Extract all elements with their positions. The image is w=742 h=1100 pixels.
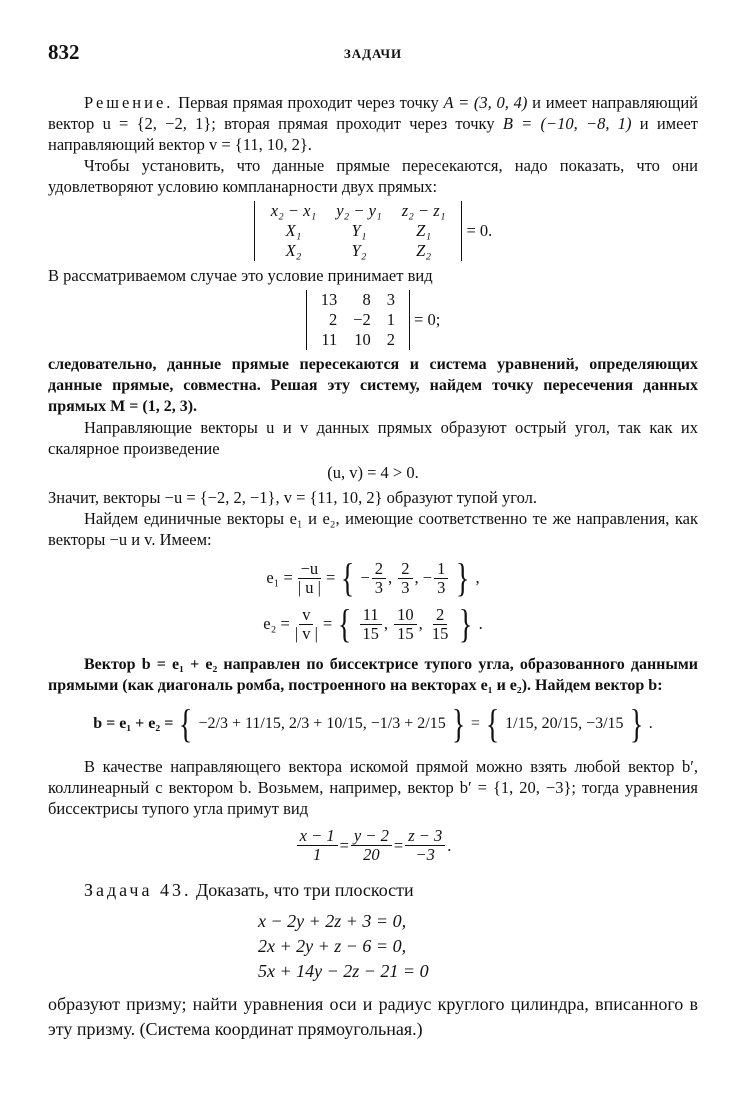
solution-paragraph-3: В рассматриваемом случае это условие принимает вид xyxy=(48,266,433,285)
denominator: 1 xyxy=(312,845,322,864)
fraction xyxy=(398,560,412,597)
b-result: 20/15 xyxy=(541,715,579,732)
fraction xyxy=(394,606,417,643)
denominator: 15 xyxy=(431,623,449,643)
fraction xyxy=(429,606,452,643)
fraction xyxy=(351,827,392,864)
equals: = xyxy=(322,614,333,633)
solution-paragraph-4: следовательно, данные прямые пересекаются и система уравнений, определяющих данные прямые, совместна. Решая эту систему, найдем точку пересечения данных прямых M = (1, 2, 3). xyxy=(48,356,698,415)
numerator: 2 xyxy=(398,560,412,579)
numerator: 10 xyxy=(394,606,417,625)
b-term: 2/3 + 10/15 xyxy=(288,715,363,732)
point-b: B = (−10, −8, 1) xyxy=(502,114,632,133)
e1-lhs: e₁ = xyxy=(266,568,293,587)
plane-system xyxy=(258,909,698,984)
point-a: A = (3, 0, 4) xyxy=(443,93,528,112)
right-brace: } xyxy=(629,701,643,746)
equals: = xyxy=(339,835,349,855)
text: ; вторая прямая проходит через точку xyxy=(211,114,503,133)
e2-lhs: e₂ = xyxy=(263,614,290,633)
solution-paragraph-7: Найдем единичные векторы e₁ и e₂, имеющие соответственно те же направления, как векторы −u и v. Имеем: xyxy=(48,509,698,549)
solution-paragraph-9: В качестве направляющего вектора искомой прямой можно взять любой вектор b′, коллинеарный с вектором b. Возьмем, например, вектор b′ = {1, 20, −3}; тогда уравнения биссектрисы тупого угла примут вид xyxy=(48,757,698,818)
vectors-inline: −u = {−2, 2, −1}, v = {11, 10, 2} xyxy=(164,488,383,507)
det-cell: 8 xyxy=(362,290,371,309)
running-title: ЗАДАЧИ xyxy=(343,46,403,61)
fraction xyxy=(297,827,338,864)
b-result: 1/15 xyxy=(505,715,534,732)
det-cell: −2 xyxy=(353,310,371,329)
fraction xyxy=(405,827,445,864)
task-43 xyxy=(48,878,698,1042)
det-cell: 1 xyxy=(386,310,396,329)
fraction xyxy=(292,606,321,643)
solution-paragraph-5: Направляющие векторы u и v данных прямых образуют острый угол, так как их скалярное произведение xyxy=(48,418,698,458)
page-header xyxy=(48,40,698,70)
page-number: 832 xyxy=(48,40,80,64)
equals: = xyxy=(393,835,404,855)
det-cell: Y₂ xyxy=(351,241,367,260)
equals: = xyxy=(325,568,336,587)
text: . xyxy=(307,135,312,154)
right-brace: } xyxy=(459,601,473,646)
left-brace: { xyxy=(338,601,352,646)
b-term: −1/3 + 2/15 xyxy=(370,715,446,732)
symbolic-determinant xyxy=(254,201,463,261)
numerator: 2 xyxy=(372,560,386,579)
numeric-determinant xyxy=(306,290,410,350)
det-cell: 2 xyxy=(328,310,338,329)
dot-product: (u, v) = 4 > 0. xyxy=(327,463,419,482)
det-cell: y₂ − y₁ xyxy=(336,201,382,220)
det-cell: z₂ − z₁ xyxy=(401,201,446,220)
vector-v: v = {11, 10, 2} xyxy=(209,135,308,154)
solution-paragraph-2: Чтобы установить, что данные прямые пересекаются, надо показать, что они удовлетворяют условию компланарности двух прямых: xyxy=(48,156,698,196)
plane-equation: 2x + 2y + z − 6 = 0, xyxy=(258,936,407,956)
bisector-vector-b: b = e₁ + e₂ = { −2/3 + 11/15 , 2/3 + 10/15 , −1/3 + 2/15 } = { 1/15 , 20/15 , −3/15 } . xyxy=(93,701,653,746)
denominator: 15 xyxy=(362,623,379,643)
task-intro xyxy=(48,878,698,903)
det-rhs: = 0. xyxy=(466,221,493,240)
det-rhs: = 0; xyxy=(414,310,441,329)
task-label: Задача 43. xyxy=(84,880,192,900)
numerator: −u xyxy=(298,560,322,579)
left-brace: { xyxy=(179,701,193,746)
left-brace: { xyxy=(341,555,355,600)
fraction xyxy=(434,560,448,597)
b-term: −2/3 + 11/15 xyxy=(198,715,281,732)
fraction xyxy=(359,606,382,643)
numeric-determinant-block xyxy=(48,290,698,350)
det-cell: 3 xyxy=(386,290,396,309)
page xyxy=(48,40,698,1042)
det-cell: 10 xyxy=(354,330,371,349)
coplanarity-determinant xyxy=(48,201,698,261)
vector-u: u = {2, −2, 1} xyxy=(102,114,212,133)
numerator: z − 3 xyxy=(405,827,445,846)
text: образуют тупой угол. xyxy=(382,488,537,507)
numerator: x − 1 xyxy=(297,827,338,846)
fraction xyxy=(295,560,324,597)
b-result: −3/15 xyxy=(586,715,624,732)
numerator: 11 xyxy=(360,606,382,625)
det-cell: Z₂ xyxy=(416,241,432,260)
det-cell: 2 xyxy=(386,330,396,349)
unit-vector-e1: e₁ = $\frac{-u}{| u |}$ = { − $\frac{2}{3}$ , $\frac{2}{3}$ , − $\frac{1}{3}$ } , xyxy=(266,555,480,600)
fraction xyxy=(372,560,386,597)
text: Первая прямая проходит через точку xyxy=(173,93,444,112)
solution-paragraph-6 xyxy=(48,487,698,508)
numerator: y − 2 xyxy=(351,827,392,846)
denominator: −3 xyxy=(415,845,435,864)
numerator: v xyxy=(299,606,313,625)
denominator: | u | xyxy=(297,577,321,597)
solution-label: Решение. xyxy=(84,93,174,112)
denominator: 20 xyxy=(363,845,380,864)
numerator: 2 xyxy=(433,606,447,625)
right-brace: } xyxy=(456,555,470,600)
unit-vector-e2: e₂ = $\frac{v}{| v |}$ = { $\frac{11}{15}$ , $\frac{10}{15}$ , $\frac{2}{15}$ } . xyxy=(263,601,483,646)
plane-equation: 5x + 14y − 2z − 21 = 0 xyxy=(258,961,429,981)
left-brace: { xyxy=(485,701,500,746)
sign: − xyxy=(360,568,370,587)
denominator: 15 xyxy=(397,623,414,643)
punct: , xyxy=(475,568,480,587)
numerator: 1 xyxy=(434,560,448,579)
text: Значит, векторы xyxy=(48,488,165,507)
punct: . xyxy=(447,835,452,855)
punct: . xyxy=(478,614,483,633)
det-cell: Z₁ xyxy=(416,221,432,240)
b-lhs: b = e₁ + e₂ = xyxy=(93,715,174,732)
sign: − xyxy=(422,568,433,587)
det-cell: 11 xyxy=(321,330,338,349)
solution-paragraph-8: Вектор b = e₁ + e₂ направлен по биссектрисе тупого угла, образованного данными прямыми (как диагональ ромба, построенного на векторах e₁ и e₂). Найдем вектор b: xyxy=(48,656,698,694)
det-cell: X₁ xyxy=(285,221,302,240)
text: и имеет направляющий вектор xyxy=(48,114,698,154)
det-cell: Y₁ xyxy=(351,221,367,240)
right-brace: } xyxy=(451,701,466,746)
solution-paragraph-1 xyxy=(48,92,698,155)
det-cell: x₂ − x₁ xyxy=(270,201,317,220)
denominator: 3 xyxy=(437,577,446,597)
denominator: | v | xyxy=(294,623,318,643)
plane-equation: x − 2y + 2z + 3 = 0, xyxy=(258,911,407,931)
text: Доказать, что три плоскости xyxy=(191,880,414,900)
denominator: 3 xyxy=(401,577,410,597)
task-outro: образуют призму; найти уравнения оси и радиус круглого цилиндра, вписанного в эту призму. (Система координат прямоугольная.) xyxy=(48,994,698,1039)
det-cell: 13 xyxy=(320,290,338,309)
denominator: 3 xyxy=(374,577,384,597)
det-cell: X₂ xyxy=(285,241,302,260)
text: и имеет направляющий вектор xyxy=(48,93,699,133)
bisector-equations xyxy=(48,827,698,864)
